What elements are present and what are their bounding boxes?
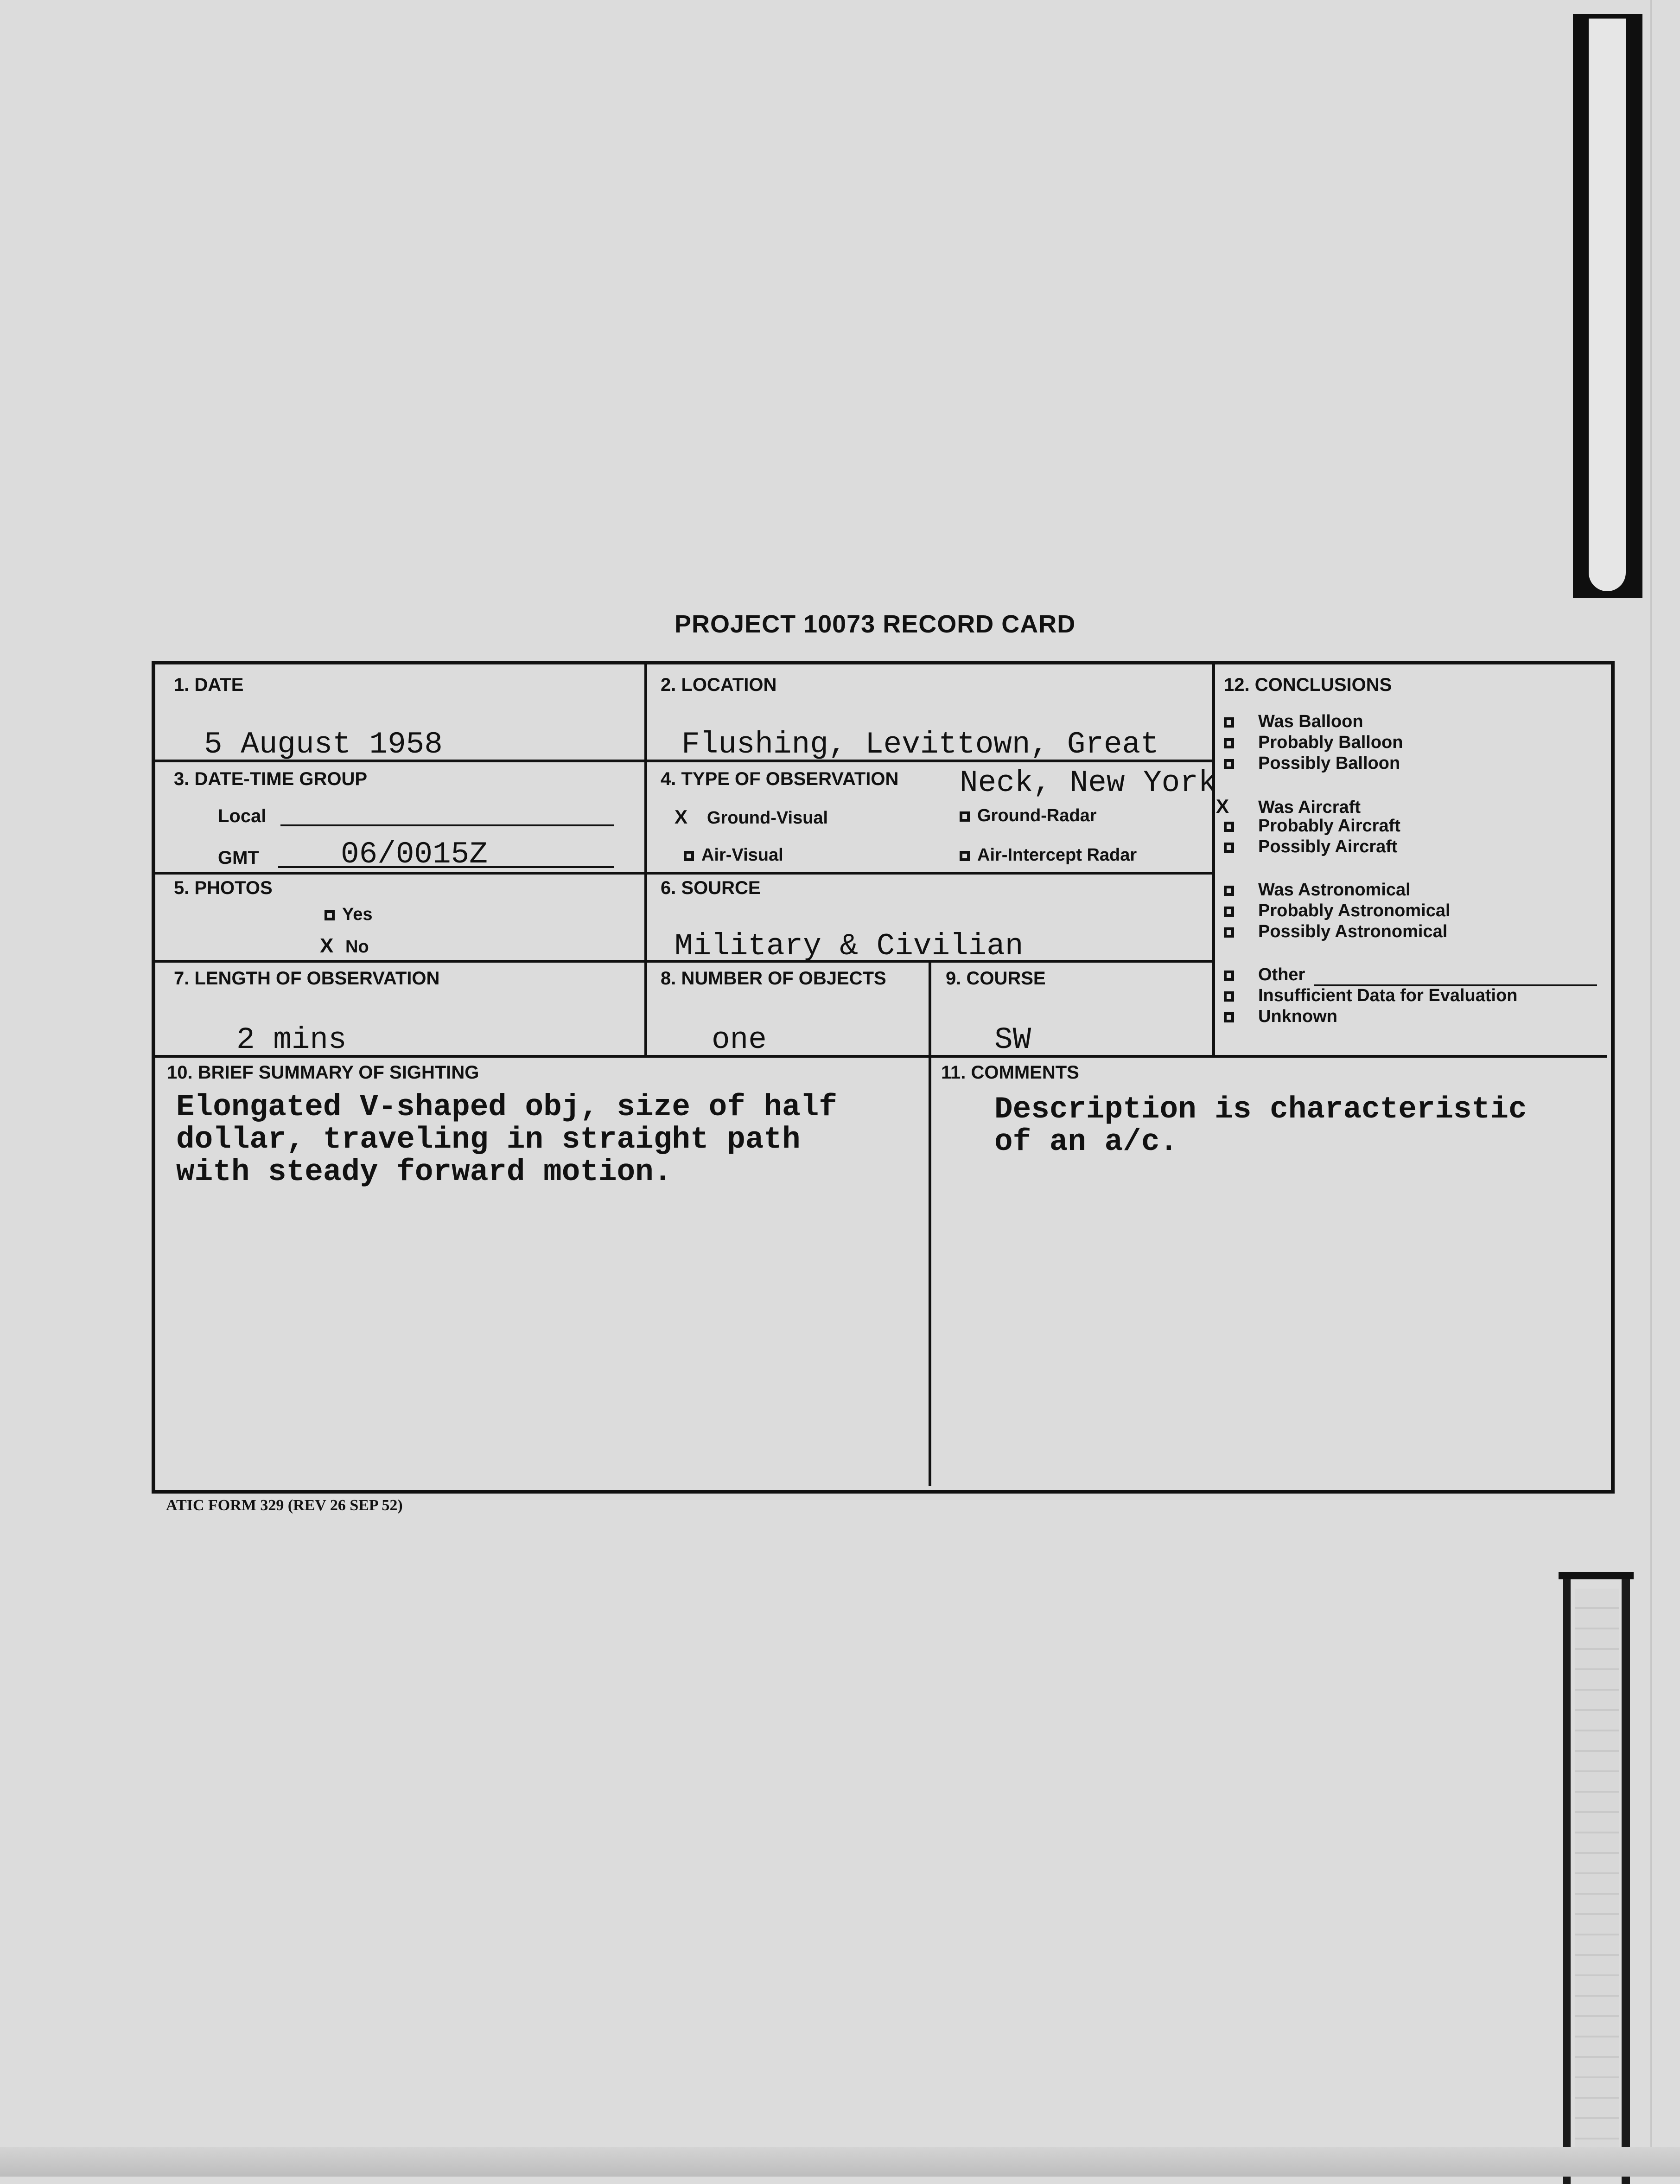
conclusion-label: Probably Astronomical: [1258, 901, 1451, 920]
location-value-line2: Neck, New York: [960, 766, 1217, 800]
length-label: 7. LENGTH OF OBSERVATION: [174, 968, 440, 989]
dtg-local-label: Local: [218, 806, 267, 826]
comments-line-2: of an a/c.: [994, 1124, 1178, 1159]
obs-ground-visual-mark: X: [675, 806, 688, 828]
summary-line-1: Elongated V-shaped obj, size of half: [176, 1090, 837, 1124]
conclusion-label: Probably Aircraft: [1258, 816, 1400, 836]
page-edge-line: [1650, 0, 1652, 2177]
photos-yes[interactable]: [325, 905, 373, 925]
photos-no-mark: X: [320, 934, 334, 957]
date-label: 1. DATE: [174, 675, 244, 695]
course-label: 9. COURSE: [946, 968, 1046, 989]
conclusion-label: Possibly Aircraft: [1258, 837, 1398, 856]
conclusions-label: 12. CONCLUSIONS: [1224, 675, 1392, 695]
divider-h-row2: [155, 872, 1212, 875]
conclusion-probably-aircraft[interactable]: [1224, 816, 1400, 836]
location-label: 2. LOCATION: [661, 675, 777, 695]
divider-v-conclusions: [1212, 664, 1215, 1055]
summary-label: 10. BRIEF SUMMARY OF SIGHTING: [167, 1062, 479, 1083]
record-card: [152, 661, 1615, 1494]
conclusion-checkbox: [1224, 927, 1234, 938]
obs-air-visual[interactable]: [684, 845, 783, 865]
length-value: 2 mins: [236, 1022, 347, 1057]
photos-yes-checkbox: [325, 910, 335, 920]
obs-air-visual-checkbox: [684, 851, 694, 861]
source-value: Military & Civilian: [675, 929, 1024, 964]
conclusion-checkbox: [1224, 822, 1234, 832]
dtg-label: 3. DATE-TIME GROUP: [174, 769, 368, 789]
location-value-line1: Flushing, Levittown, Great: [681, 727, 1159, 762]
conclusion-label: Other: [1258, 965, 1305, 984]
obs-ground-visual-label: Ground-Visual: [707, 808, 828, 828]
summary-line-3: with steady forward motion.: [176, 1155, 672, 1189]
obs-air-intercept-radar-label: Air-Intercept Radar: [977, 845, 1137, 865]
conclusion-was-aircraft[interactable]: [1216, 795, 1361, 817]
conclusion-was-balloon[interactable]: [1224, 712, 1363, 732]
conclusion-label: Insufficient Data for Evaluation: [1258, 986, 1518, 1005]
observation-type-label: 4. TYPE OF OBSERVATION: [661, 769, 899, 789]
obs-air-visual-label: Air-Visual: [701, 845, 783, 865]
divider-h-row4: [155, 1055, 1607, 1058]
dtg-gmt-label: GMT: [218, 848, 259, 868]
conclusion-label: Unknown: [1258, 1007, 1337, 1026]
conclusion-probably-balloon[interactable]: [1224, 733, 1403, 753]
obs-ground-visual[interactable]: [675, 806, 828, 828]
conclusion-possibly-astronomical[interactable]: [1224, 922, 1447, 942]
conclusion-possibly-aircraft[interactable]: [1224, 837, 1398, 857]
conclusion-other[interactable]: [1224, 965, 1305, 985]
conclusion-was-aircraft-mark: X: [1216, 795, 1229, 817]
conclusion-checkbox: [1224, 991, 1234, 1002]
objects-label: 8. NUMBER OF OBJECTS: [661, 968, 886, 989]
course-value: SW: [994, 1022, 1031, 1057]
photos-no-label: No: [345, 937, 369, 957]
conclusion-was-astronomical[interactable]: [1224, 880, 1411, 900]
photos-yes-label: Yes: [342, 905, 373, 924]
date-value: 5 August 1958: [204, 727, 443, 762]
binder-strip-bottom: [1559, 1572, 1634, 2184]
binder-strip-top: [1573, 14, 1642, 598]
conclusion-label: Probably Balloon: [1258, 733, 1403, 752]
obs-air-intercept-radar[interactable]: [960, 845, 1137, 865]
page-bottom-shadow: [0, 2147, 1680, 2177]
conclusion-label: Was Astronomical: [1258, 880, 1411, 900]
conclusion-checkbox: [1224, 1012, 1234, 1022]
conclusion-checkbox: [1224, 886, 1234, 896]
comments-label: 11. COMMENTS: [941, 1062, 1079, 1083]
conclusion-checkbox: [1224, 717, 1234, 728]
card-title: PROJECT 10073 RECORD CARD: [675, 610, 1076, 638]
conclusion-label: Was Aircraft: [1258, 798, 1361, 817]
photos-no[interactable]: [320, 934, 369, 958]
conclusion-checkbox: [1224, 907, 1234, 917]
conclusion-checkbox: [1224, 971, 1234, 981]
conclusion-insufficient-data[interactable]: [1224, 986, 1518, 1006]
conclusion-possibly-balloon[interactable]: [1224, 754, 1400, 773]
conclusion-checkbox: [1224, 738, 1234, 748]
objects-value: one: [712, 1022, 767, 1057]
obs-ground-radar[interactable]: [960, 806, 1097, 826]
obs-ground-radar-checkbox: [960, 811, 970, 822]
conclusion-checkbox: [1224, 843, 1234, 853]
obs-air-intercept-radar-checkbox: [960, 851, 970, 861]
conclusion-unknown[interactable]: [1224, 1007, 1337, 1027]
divider-v-middle: [929, 960, 931, 1486]
conclusion-checkbox: [1224, 759, 1234, 769]
comments-line-1: Description is characteristic: [994, 1092, 1527, 1127]
form-number: ATIC FORM 329 (REV 26 SEP 52): [166, 1497, 403, 1514]
conclusion-label: Was Balloon: [1258, 712, 1363, 731]
dtg-local-underline: [280, 824, 614, 826]
conclusion-label: Possibly Astronomical: [1258, 922, 1448, 941]
conclusion-label: Possibly Balloon: [1258, 754, 1400, 773]
summary-line-2: dollar, traveling in straight path: [176, 1122, 801, 1157]
source-label: 6. SOURCE: [661, 878, 761, 898]
dtg-gmt-value: 06/0015Z: [341, 837, 488, 872]
obs-ground-radar-label: Ground-Radar: [977, 806, 1097, 825]
photos-label: 5. PHOTOS: [174, 878, 273, 898]
divider-v-left: [644, 664, 647, 1055]
conclusion-probably-astronomical[interactable]: [1224, 901, 1451, 921]
